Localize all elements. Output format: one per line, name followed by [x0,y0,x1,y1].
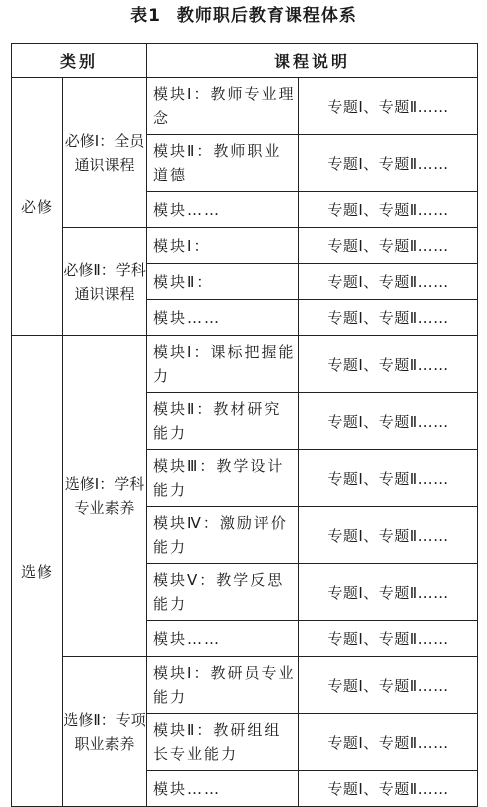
table-title-text: 教师职后教育课程体系 [176,6,357,26]
module-cell: 模块…… [147,192,299,228]
topics-cell: 专题Ⅰ、专题Ⅱ…… [299,78,478,135]
table-row [12,336,478,393]
table-row [12,228,478,264]
topics-cell: 专题Ⅰ、专题Ⅱ…… [299,714,478,771]
module-cell: 模块Ⅰ： [147,228,299,264]
subcategory-elective-2: 选修Ⅱ：专项职业素养 [63,657,147,807]
module-cell: 模块Ⅲ：教学设计能力 [147,450,299,507]
module-cell: 模块Ⅳ：激励评价能力 [147,507,299,564]
module-cell: 模块…… [147,300,299,336]
topics-cell: 专题Ⅰ、专题Ⅱ…… [299,264,478,300]
module-cell: 模块Ⅰ：教师专业理念 [147,78,299,135]
module-cell: 模块Ⅰ：教研员专业能力 [147,657,299,714]
module-cell: 模块Ⅴ：教学反思能力 [147,564,299,621]
module-cell: 模块Ⅱ： [147,264,299,300]
header-category: 类别 [12,44,147,78]
module-cell: 模块Ⅱ：教研组组长专业能力 [147,714,299,771]
topics-cell: 专题Ⅰ、专题Ⅱ…… [299,300,478,336]
topics-cell: 专题Ⅰ、专题Ⅱ…… [299,228,478,264]
table-number: 表1 [130,6,161,26]
topics-cell: 专题Ⅰ、专题Ⅱ…… [299,450,478,507]
table-row [12,657,478,714]
table-title [0,4,487,28]
course-system-table [11,43,478,807]
subcategory-required-1: 必修Ⅰ：全员通识课程 [63,78,147,228]
subcategory-required-2: 必修Ⅱ：学科通识课程 [63,228,147,336]
table-row [12,78,478,135]
category-required: 必修 [12,78,63,336]
module-cell: 模块Ⅰ：课标把握能力 [147,336,299,393]
topics-cell: 专题Ⅰ、专题Ⅱ…… [299,657,478,714]
module-cell: 模块Ⅱ：教材研究能力 [147,393,299,450]
topics-cell: 专题Ⅰ、专题Ⅱ…… [299,621,478,657]
subcategory-elective-1: 选修Ⅰ：学科专业素养 [63,336,147,657]
module-cell: 模块Ⅱ：教师职业道德 [147,135,299,192]
topics-cell: 专题Ⅰ、专题Ⅱ…… [299,336,478,393]
topics-cell: 专题Ⅰ、专题Ⅱ…… [299,771,478,807]
topics-cell: 专题Ⅰ、专题Ⅱ…… [299,192,478,228]
topics-cell: 专题Ⅰ、专题Ⅱ…… [299,507,478,564]
header-description: 课程说明 [147,44,478,78]
module-cell: 模块…… [147,621,299,657]
topics-cell: 专题Ⅰ、专题Ⅱ…… [299,135,478,192]
topics-cell: 专题Ⅰ、专题Ⅱ…… [299,564,478,621]
category-elective: 选修 [12,336,63,807]
topics-cell: 专题Ⅰ、专题Ⅱ…… [299,393,478,450]
module-cell: 模块…… [147,771,299,807]
